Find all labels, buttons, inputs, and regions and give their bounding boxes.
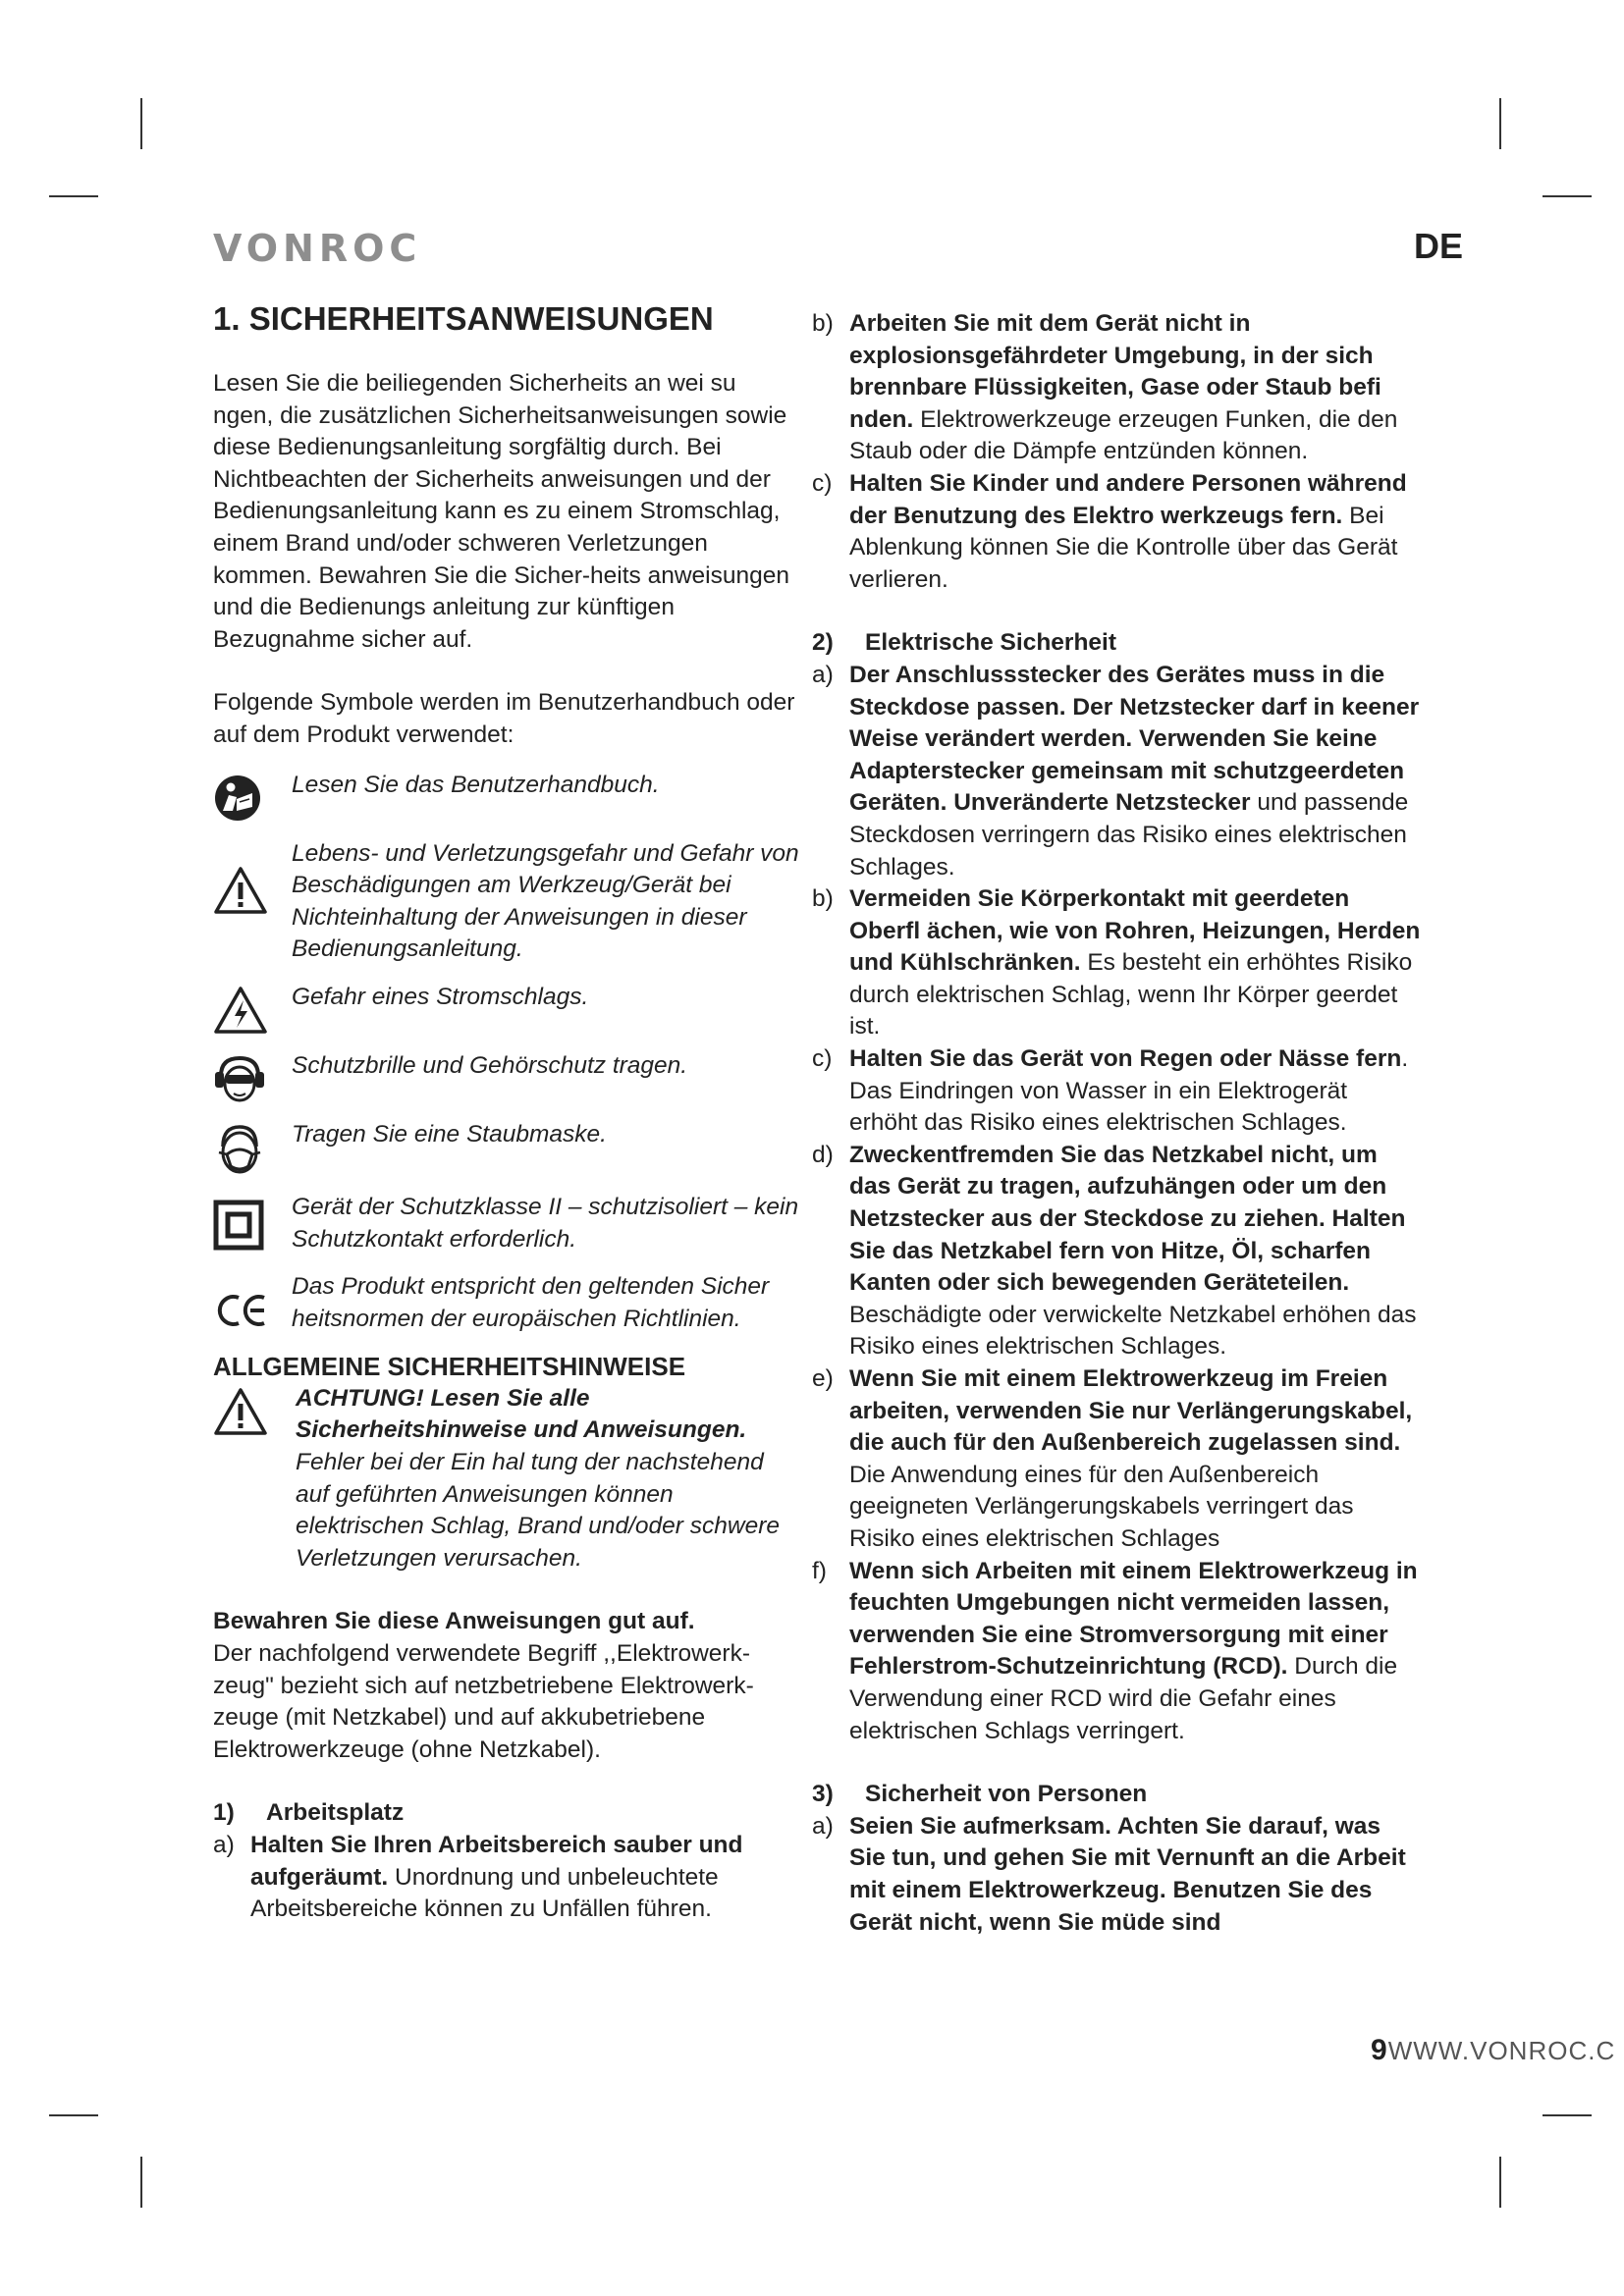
- brand-logo: VONROC: [213, 227, 422, 270]
- item-letter: c): [812, 469, 833, 497]
- symbol-row: [213, 1119, 802, 1176]
- symbol-row: [213, 1271, 802, 1335]
- list-item: [812, 1811, 1421, 1939]
- section-heading: [213, 1797, 802, 1830]
- section-number: 3): [812, 1781, 834, 1808]
- crop-mark: [140, 2157, 142, 2208]
- language-label: DE: [1414, 226, 1464, 266]
- item-text: und passende Steckdosen verringern das Risiko eines elektrischen Schlages.: [849, 789, 1409, 881]
- section-title: Sicherheit von Personen: [865, 1781, 1148, 1808]
- item-letter: e): [812, 1365, 834, 1392]
- item-text: Durch die Verwendung einer RCD wird die Gefahr eines elektrischen Schlags verringert.: [849, 1653, 1398, 1744]
- list-item: [812, 1556, 1421, 1748]
- crop-mark: [1543, 2114, 1592, 2116]
- crop-mark: [140, 98, 142, 149]
- left-column: [213, 299, 802, 1926]
- crop-mark: [1543, 195, 1592, 197]
- manual-icon: [213, 774, 262, 823]
- symbol-row: [213, 1192, 802, 1255]
- goggles-ear-protection-icon: [213, 1054, 266, 1103]
- item-bold: Halten Sie Ihren Arbeitsbereich sauber und aufgeräumt.: [250, 1832, 743, 1891]
- symbols-intro: Folgende Symbole werden im Benutzerhandbuch oder auf dem Produkt verwendet:: [213, 689, 795, 748]
- item-letter: b): [812, 885, 834, 913]
- item-bold: Der Anschlussstecker des Gerätes muss in die Steckdose passen. Der Netzstecker darf in keener Weise verändert werden. Verwenden Sie keine Adapterstecker gemeinsam mit schutzgeerdeten Geräten. Unveränderte Netzstecker: [849, 661, 1420, 817]
- list-item: [812, 1043, 1421, 1140]
- general-safety-heading: ALLGEMEINE SICHERHEITSHINWEISE: [213, 1352, 686, 1382]
- page-number: 9: [1371, 2034, 1388, 2066]
- item-text: Die Anwendung eines für den Außenbereich geeigneten Verlängerungskabels verringert das Risiko eines elektrischen Schlages: [849, 1461, 1354, 1552]
- item-letter: b): [812, 310, 834, 337]
- crop-mark: [1499, 2157, 1501, 2208]
- item-bold: Halten Sie das Gerät von Regen oder Nässe fern: [849, 1045, 1402, 1073]
- dust-mask-icon: [213, 1123, 266, 1176]
- list-item: [812, 660, 1421, 883]
- section-title: Arbeitsplatz: [266, 1799, 405, 1827]
- item-letter: c): [812, 1045, 833, 1073]
- crop-mark: [49, 195, 98, 197]
- general-warning-text: Fehler bei der Ein hal tung der nachstehend auf geführten Anweisungen können elektrischen Schlag, Brand und/oder schwere Verletzungen verursachen.: [296, 1449, 781, 1572]
- ce-mark-icon: [213, 1293, 272, 1328]
- symbol-text: Gerät der Schutzklasse II – schutzisoliert – kein Schutzkontakt erforderlich.: [292, 1193, 799, 1253]
- list-item: [812, 308, 1421, 468]
- symbol-text: Gefahr eines Stromschlags.: [292, 983, 589, 1010]
- keep-instructions-heading: Bewahren Sie diese Anweisungen gut auf.: [213, 1608, 695, 1635]
- right-column: [812, 308, 1421, 1939]
- symbol-row: [213, 982, 802, 1035]
- item-text: . Das Eindringen von Wasser in ein Elektrogerät erhöht das Risiko eines elektrischen Schlages.: [849, 1045, 1409, 1137]
- section-title: Elektrische Sicherheit: [865, 629, 1117, 657]
- crop-mark: [49, 2114, 98, 2116]
- symbol-text: Das Produkt entspricht den geltenden Sicher heitsnormen der europäischen Richtlinien.: [292, 1273, 770, 1332]
- item-bold: Wenn sich Arbeiten mit einem Elektrowerkzeug in feuchten Umgebungen nicht vermeiden lassen, verwenden Sie eine Stromversorgung mit einer Fehlerstrom-Schutzeinrichtung (RCD).: [849, 1557, 1418, 1681]
- list-item: [812, 1140, 1421, 1363]
- item-text: Elektrowerkzeuge erzeugen Funken, die den Staub oder die Dämpfe entzünden können.: [849, 405, 1398, 465]
- warning-triangle-icon: [213, 1387, 268, 1436]
- item-bold: Seien Sie aufmerksam. Achten Sie darauf, was Sie tun, und gehen Sie mit Vernunft an die Arbeit mit einem Elektrowerkzeug. Benutzen Sie des Gerät nicht, wenn Sie müde sind: [849, 1812, 1406, 1936]
- item-bold: Zweckentfremden Sie das Netzkabel nicht, um das Gerät zu tragen, aufzuhängen oder um den Netzstecker aus der Steckdose zu ziehen. Halten Sie das Netzkabel fern von Hitze, Öl, scharfen Kanten oder sich bewegenden Geräteteilen.: [849, 1141, 1406, 1297]
- general-warning: [213, 1383, 802, 1575]
- item-text: Bei Ablenkung können Sie die Kontrolle über das Gerät verlieren.: [849, 502, 1398, 593]
- list-item: [812, 468, 1421, 596]
- list-item: [812, 1363, 1421, 1556]
- symbol-row: [213, 1050, 802, 1103]
- general-warning-bold: ACHTUNG! Lesen Sie alle Sicherheitshinweise und Anweisungen.: [296, 1384, 747, 1444]
- item-letter: d): [812, 1141, 834, 1168]
- symbol-text: Lesen Sie das Benutzerhandbuch.: [292, 771, 660, 798]
- item-letter: a): [812, 1812, 834, 1840]
- item-bold: Arbeiten Sie mit dem Gerät nicht in explosionsgefährdeter Umgebung, in der sich brennbare Flüssigkeiten, Gase oder Staub befi nden.: [849, 310, 1381, 433]
- list-item: [812, 883, 1421, 1043]
- symbol-row: [213, 838, 802, 966]
- page-footer: [1371, 2034, 1615, 2067]
- item-text: Beschädigte oder verwickelte Netzkabel erhöhen das Risiko eines elektrischen Schlages.: [849, 1301, 1417, 1361]
- item-bold: Halten Sie Kinder und andere Personen während der Benutzung des Elektro werkzeugs fern.: [849, 469, 1407, 529]
- intro-paragraph: Lesen Sie die beiliegenden Sicherheits an wei su ngen, die zusätzlichen Sicherheitsanweisungen sowie diese Bedienungsanleitung sorgfältig durch. Bei Nichtbeachten der Sicherheits anweisungen und der Bedienungsanleitung kann es zu einem Stromschlag, einem Brand und/oder schweren Verletzungen kommen. Bewahren Sie die Sicher-heits anweisungen und die Bedienungs anleitung zur künftigen Bezugnahme sicher auf.: [213, 370, 789, 653]
- section-heading: [812, 1779, 1421, 1811]
- class-ii-icon: [213, 1200, 264, 1251]
- section-heading: [812, 627, 1421, 660]
- item-text: Unordnung und unbeleuchtete Arbeitsbereiche können zu Unfällen führen.: [250, 1863, 719, 1923]
- item-letter: f): [812, 1557, 827, 1584]
- symbol-text: Schutzbrille und Gehörschutz tragen.: [292, 1051, 688, 1079]
- list-item: [213, 1830, 802, 1926]
- electric-shock-icon: [213, 986, 268, 1035]
- warning-triangle-icon: [213, 866, 268, 915]
- page-title: 1. SICHERHEITSANWEISUNGEN: [213, 300, 714, 337]
- symbol-text: Lebens- und Verletzungsgefahr und Gefahr von Beschädigungen am Werkzeug/Gerät bei Nichteinhaltung der Anweisungen in dieser Bedienungsanleitung.: [292, 839, 799, 963]
- crop-mark: [1499, 98, 1501, 149]
- website-url[interactable]: WWW.VONROC.C: [1387, 2036, 1616, 2065]
- section-number: 1): [213, 1799, 235, 1827]
- item-letter: a): [812, 661, 834, 688]
- symbol-text: Tragen Sie eine Staubmaske.: [292, 1120, 607, 1148]
- section-number: 2): [812, 629, 834, 657]
- keep-instructions-text: Der nachfolgend verwendete Begriff ,,Elektrowerk-zeug" bezieht sich auf netzbetriebene Elektrowerk-zeuge (mit Netzkabel) und auf akkubetriebene Elektrowerkzeuge (ohne Netzkabel).: [213, 1640, 754, 1763]
- item-letter: a): [213, 1832, 235, 1858]
- symbol-row: [213, 770, 802, 823]
- item-bold: Vermeiden Sie Körperkontakt mit geerdeten Oberfl ächen, wie von Rohren, Heizungen, Herden und Kühlschränken.: [849, 885, 1421, 977]
- item-bold: Wenn Sie mit einem Elektrowerkzeug im Freien arbeiten, verwenden Sie nur Verlängerungskabel, die auch für den Außenbereich zugelassen sind.: [849, 1365, 1413, 1457]
- item-text: Es besteht ein erhöhtes Risiko durch elektrischen Schlag, wenn Ihr Körper geerdet ist.: [849, 949, 1413, 1041]
